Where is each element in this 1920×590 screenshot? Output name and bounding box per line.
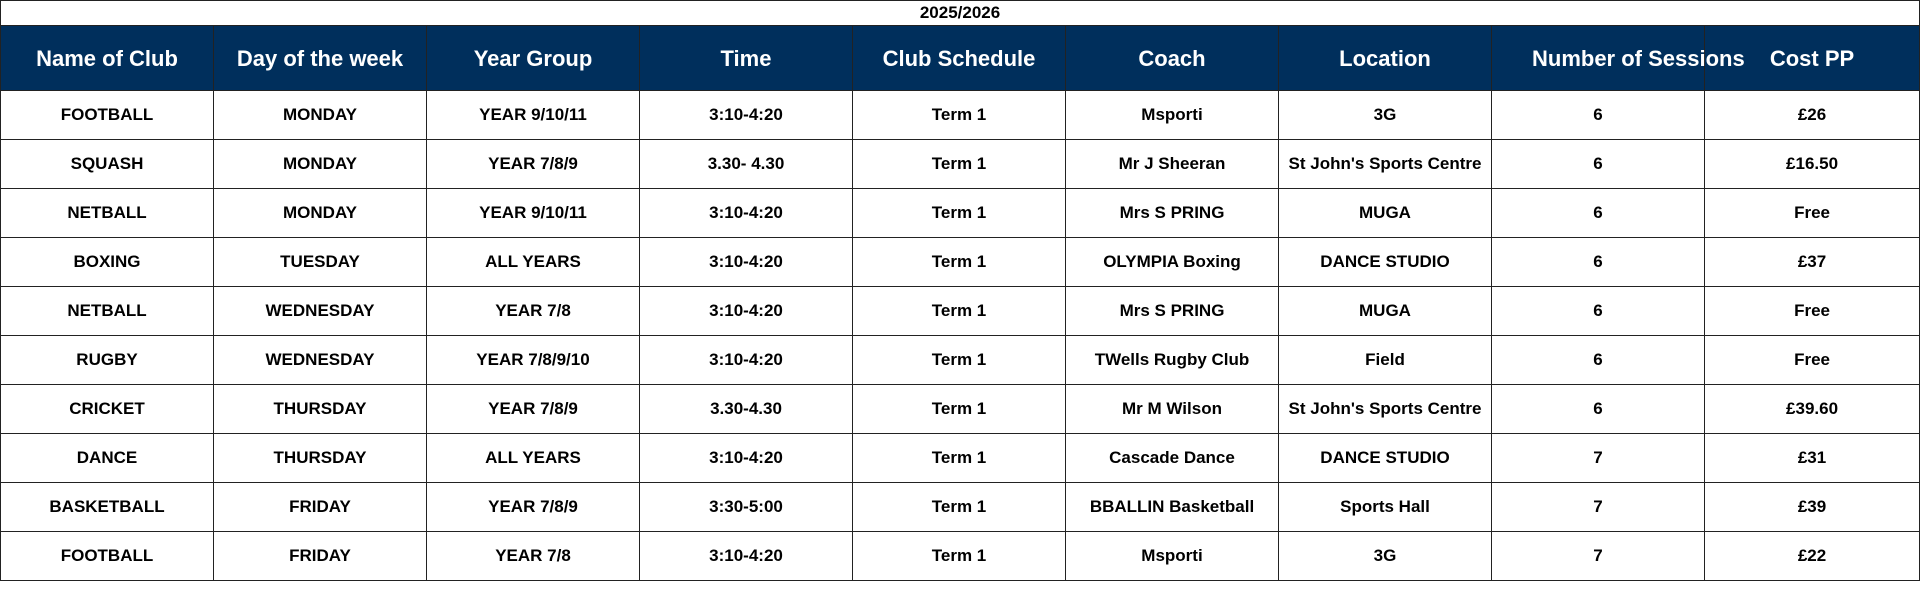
cell-location: Field — [1279, 336, 1492, 385]
cell-schedule: Term 1 — [853, 287, 1066, 336]
cell-day: MONDAY — [214, 91, 427, 140]
cell-schedule: Term 1 — [853, 483, 1066, 532]
cell-sessions: 7 — [1492, 483, 1705, 532]
cell-club-name: BOXING — [1, 238, 214, 287]
table-row — [1, 140, 1920, 189]
cell-sessions: 7 — [1492, 434, 1705, 483]
table-row — [1, 91, 1920, 140]
cell-time: 3:10-4:20 — [640, 336, 853, 385]
cell-day: TUESDAY — [214, 238, 427, 287]
cell-schedule: Term 1 — [853, 385, 1066, 434]
cell-sessions: 6 — [1492, 189, 1705, 238]
table-row — [1, 287, 1920, 336]
cell-cost: £39.60 — [1705, 385, 1920, 434]
cell-day: THURSDAY — [214, 385, 427, 434]
cell-day: FRIDAY — [214, 483, 427, 532]
table-row — [1, 532, 1920, 581]
cell-schedule: Term 1 — [853, 238, 1066, 287]
header-coach: Coach — [1066, 26, 1279, 91]
cell-time: 3:10-4:20 — [640, 238, 853, 287]
cell-schedule: Term 1 — [853, 140, 1066, 189]
cell-coach: Mr M Wilson — [1066, 385, 1279, 434]
cell-schedule: Term 1 — [853, 532, 1066, 581]
cell-time: 3:10-4:20 — [640, 287, 853, 336]
cell-sessions: 6 — [1492, 91, 1705, 140]
cell-coach: Mr J Sheeran — [1066, 140, 1279, 189]
cell-year-group: YEAR 7/8/9 — [427, 385, 640, 434]
cell-schedule: Term 1 — [853, 434, 1066, 483]
schedule-year-title: 2025/2026 — [1, 1, 1920, 26]
cell-club-name: NETBALL — [1, 189, 214, 238]
cell-sessions: 7 — [1492, 532, 1705, 581]
cell-year-group: ALL YEARS — [427, 238, 640, 287]
cell-club-name: FOOTBALL — [1, 532, 214, 581]
cell-day: WEDNESDAY — [214, 287, 427, 336]
cell-location: MUGA — [1279, 189, 1492, 238]
cell-club-name: RUGBY — [1, 336, 214, 385]
cell-cost: £26 — [1705, 91, 1920, 140]
cell-time: 3:30-5:00 — [640, 483, 853, 532]
cell-year-group: YEAR 7/8/9/10 — [427, 336, 640, 385]
table-row — [1, 336, 1920, 385]
header-name-of-club: Name of Club — [1, 26, 214, 91]
cell-year-group: YEAR 7/8 — [427, 532, 640, 581]
cell-cost: Free — [1705, 336, 1920, 385]
cell-time: 3:10-4:20 — [640, 189, 853, 238]
cell-sessions: 6 — [1492, 385, 1705, 434]
cell-day: MONDAY — [214, 140, 427, 189]
cell-sessions: 6 — [1492, 336, 1705, 385]
cell-time: 3:10-4:20 — [640, 532, 853, 581]
cell-time: 3.30- 4.30 — [640, 140, 853, 189]
cell-coach: Msporti — [1066, 532, 1279, 581]
cell-club-name: FOOTBALL — [1, 91, 214, 140]
cell-coach: Mrs S PRING — [1066, 189, 1279, 238]
table-row — [1, 189, 1920, 238]
cell-location: MUGA — [1279, 287, 1492, 336]
cell-cost: £22 — [1705, 532, 1920, 581]
cell-cost: Free — [1705, 287, 1920, 336]
cell-coach: BBALLIN Basketball — [1066, 483, 1279, 532]
cell-schedule: Term 1 — [853, 336, 1066, 385]
header-time: Time — [640, 26, 853, 91]
cell-club-name: DANCE — [1, 434, 214, 483]
table-row — [1, 434, 1920, 483]
cell-time: 3:10-4:20 — [640, 91, 853, 140]
cell-day: MONDAY — [214, 189, 427, 238]
cell-cost: £37 — [1705, 238, 1920, 287]
header-cost-pp: Cost PP — [1705, 26, 1920, 91]
cell-coach: OLYMPIA Boxing — [1066, 238, 1279, 287]
cell-cost: £16.50 — [1705, 140, 1920, 189]
header-day-of-week: Day of the week — [214, 26, 427, 91]
cell-coach: Mrs S PRING — [1066, 287, 1279, 336]
cell-club-name: BASKETBALL — [1, 483, 214, 532]
header-location: Location — [1279, 26, 1492, 91]
cell-schedule: Term 1 — [853, 91, 1066, 140]
cell-club-name: SQUASH — [1, 140, 214, 189]
cell-location: 3G — [1279, 532, 1492, 581]
cell-cost: £31 — [1705, 434, 1920, 483]
cell-location: St John's Sports Centre — [1279, 385, 1492, 434]
cell-day: WEDNESDAY — [214, 336, 427, 385]
cell-club-name: NETBALL — [1, 287, 214, 336]
cell-location: 3G — [1279, 91, 1492, 140]
cell-location: DANCE STUDIO — [1279, 434, 1492, 483]
table-body — [1, 91, 1920, 581]
cell-time: 3.30-4.30 — [640, 385, 853, 434]
cell-year-group: YEAR 9/10/11 — [427, 91, 640, 140]
cell-day: THURSDAY — [214, 434, 427, 483]
cell-year-group: YEAR 7/8/9 — [427, 483, 640, 532]
cell-time: 3:10-4:20 — [640, 434, 853, 483]
cell-cost: £39 — [1705, 483, 1920, 532]
header-year-group: Year Group — [427, 26, 640, 91]
cell-coach: TWells Rugby Club — [1066, 336, 1279, 385]
table-row — [1, 483, 1920, 532]
cell-coach: Cascade Dance — [1066, 434, 1279, 483]
cell-coach: Msporti — [1066, 91, 1279, 140]
cell-day: FRIDAY — [214, 532, 427, 581]
cell-sessions: 6 — [1492, 140, 1705, 189]
cell-club-name: CRICKET — [1, 385, 214, 434]
cell-year-group: ALL YEARS — [427, 434, 640, 483]
header-club-schedule: Club Schedule — [853, 26, 1066, 91]
table-row — [1, 385, 1920, 434]
cell-cost: Free — [1705, 189, 1920, 238]
cell-location: St John's Sports Centre — [1279, 140, 1492, 189]
cell-location: Sports Hall — [1279, 483, 1492, 532]
cell-year-group: YEAR 9/10/11 — [427, 189, 640, 238]
cell-sessions: 6 — [1492, 238, 1705, 287]
cell-year-group: YEAR 7/8 — [427, 287, 640, 336]
cell-location: DANCE STUDIO — [1279, 238, 1492, 287]
cell-sessions: 6 — [1492, 287, 1705, 336]
year-row — [1, 1, 1920, 26]
header-row — [1, 26, 1920, 91]
cell-year-group: YEAR 7/8/9 — [427, 140, 640, 189]
table-row — [1, 238, 1920, 287]
header-number-of-sessions: Number of Sessions — [1492, 26, 1705, 91]
cell-schedule: Term 1 — [853, 189, 1066, 238]
